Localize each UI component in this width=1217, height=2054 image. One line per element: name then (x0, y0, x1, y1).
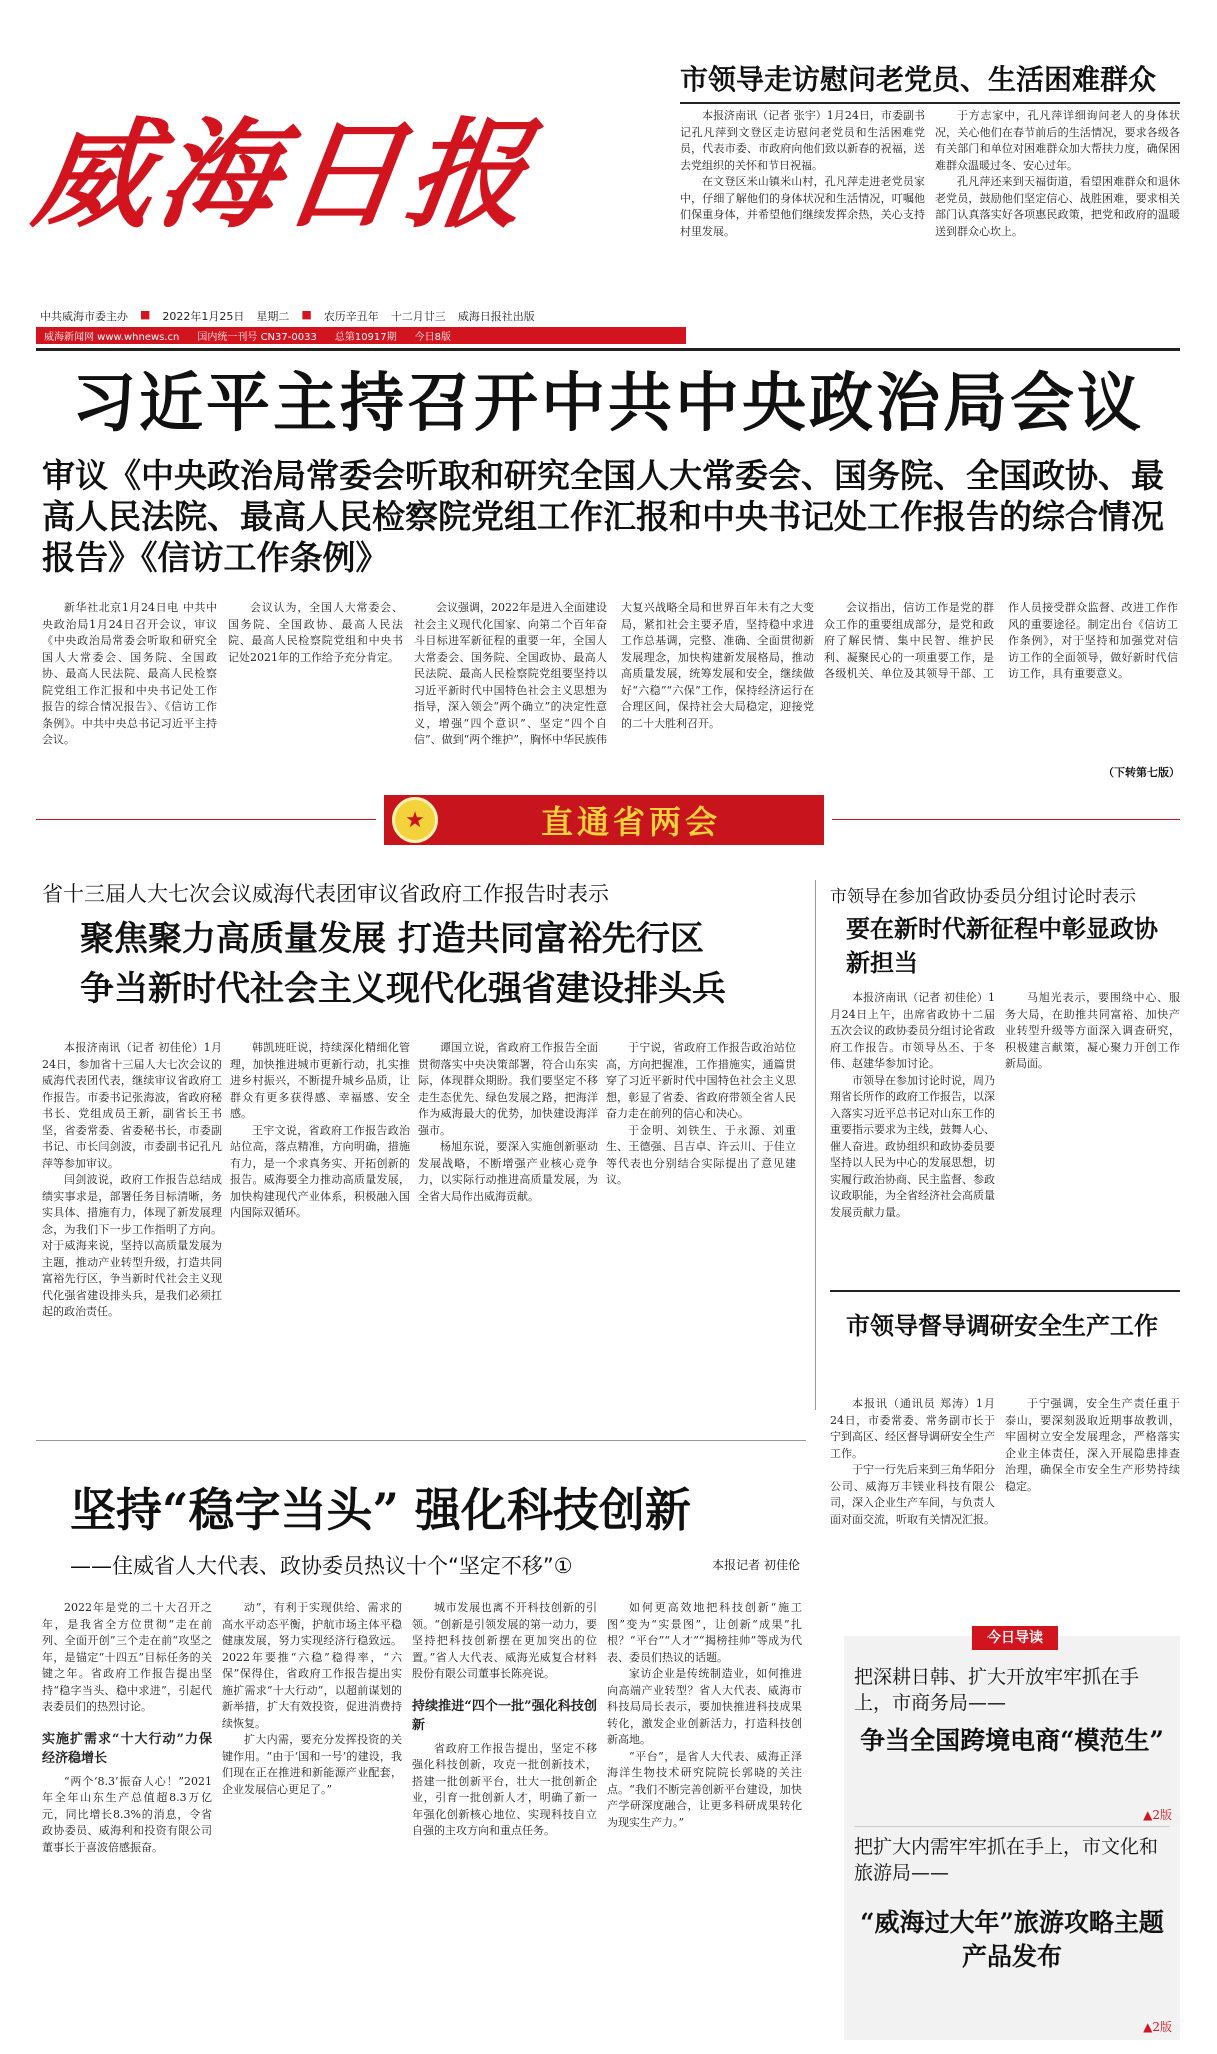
top-story-p4: 孔凡萍还来到天福街道，看望困难群众和退休老党员，鼓励他们坚定信心、战胜困难，要求相关部门认真落实好各项惠民政策，把党和政府的温暖送到群众心坎上。 (935, 175, 1180, 238)
feature-byline: 本报记者 初佳伦 (712, 1558, 800, 1572)
feature-col-4 (607, 1600, 802, 2040)
feature-headline[interactable]: 坚持“稳字当头” 强化科技创新 (70, 1483, 691, 1537)
safety-col-1 (830, 1396, 995, 1616)
safety-p2: 于宁一行先后来到三角华阳分公司、威海万丰镁业科技有限公司，深入企业生产车间，与负责人面对面交流，听取有关情况汇报。 (830, 1463, 995, 1526)
feature-col-1 (42, 1600, 212, 2040)
today-guide-label: 今日导读 (972, 1626, 1058, 1650)
npc-p3b: 杨旭东说，要深入实施创新驱动发展战略，不断增强产业核心竞争力，以实际行动推进高质量发展，为全省大局作出威海贡献。 (418, 1140, 598, 1203)
guide-item1-page[interactable]: ▲2版 (1143, 1808, 1172, 1822)
feature-p1: 2022年是党的二十大召开之年，是我省全方位贯彻“走在前列、全面开创”三个走在前“攻坚之年，是锚定“十四五”目标任务的关键之年。省政府工作报告提出坚持“稳字当头、稳中求进”，引起代表委员们的热烈讨论。 (42, 1601, 212, 1713)
npc-p1b: 闫剑波说，政府工作报告总结成绩实事求是，部署任务目标清晰，务实具体、措施有力，体现了新发展理念，为我们下一步工作指明了方向。对于威海来说，坚持以高质量发展为主题，推动产业转型升级，打造共同富裕先行区，争当新时代社会主义现代化强省建设排头兵，是我们必须扛起的政治责任。 (42, 1173, 222, 1318)
lead-col-4 (824, 600, 1178, 764)
lead-col-3 (414, 600, 814, 780)
top-story-headline[interactable]: 市领导走访慰问老党员、生活困难群众 (680, 63, 1157, 96)
npc-p2b: 王宇文说，省政府工作报告政治站位高，落点精准，方向明确，措施有力，是一个求真务实、开拓创新的报告。威海要全力推动高质量发展，加快构建现代产业体系，积极融入国内国际双循环。 (230, 1123, 410, 1219)
npc-p1: 本报济南讯（记者 初佳伦）1月24日，参加省十三届人大七次会议的威海代表团代表，继续审议省政府工作报告。市委书记张海波，省政府秘书长、党组成员王新，副省长王书坚，省委常委、省委秘书长，市委副书记、市长闫剑波，市委副书记孔凡萍等参加审议。 (42, 1041, 222, 1170)
cppcc-safety-rule (830, 1290, 1180, 1292)
lead-p2: 会议强调，2022年是进入全面建设社会主义现代化国家、向第二个百年奋斗目标进军新征程的重要一年，全国人大常委会、国务院、全国政协、最高人民法院、最高人民检察院党组要坚持以习近平新时代中国特色社会主义思想为指导，深入领会“两个确立”的决定性意义，增强“四个意识”、坚定“四个自信”、做到“两个维护”，胸怀中华民族伟大复兴战略全局和世界百年未有之大变局，紧扣社会主要矛盾，坚持稳中求进工作总基调，完整、准确、全面贯彻新发展理念，加快构建新发展格局，推动高质量发展，统筹发展和安全，继续做好“六稳”“六保”工作，保持经济运行在合理区间，保持社会大局稳定，迎接党的二十大胜利召开。 (414, 601, 814, 746)
guide-item1-kicker: 把深耕日韩、扩大开放牢牢抓在手上，市商务局—— (854, 1666, 1140, 1714)
feature-p4: 如何更高效地把科技创新“施工图”变为“实景图”，让创新“成果”扎根？“平台”“人才”“揭榜挂帅”等成为代表、委员们热议的话题。 (607, 1601, 802, 1664)
safety-p3: 于宁强调，安全生产责任重于泰山，要深刻汲取近期事故教训，牢固树立安全发展理念，严格落实企业主体责任，深入开展隐患排查治理，确保全市安全生产形势持续稳定。 (1005, 1397, 1180, 1493)
banner-rule-left (36, 819, 376, 820)
calendar-icon: ■ (140, 308, 151, 321)
cppcc-kicker: 市领导在参加省政协委员分组讨论时表示 (830, 887, 1136, 907)
feature-p1b: “两个‘8.3’振奋人心！”2021年全年山东生产总值超8.3万亿元，同比增长8.3%的消息，令省政协委员、威海利和投资有限公司董事长于喜波倍感振奋。 (42, 1774, 212, 1854)
guide-item2-kicker: 把扩大内需牢牢抓在手上，市文化和旅游局—— (854, 1836, 1159, 1884)
feature-subhead-2: 实施扩需求“十大行动”力保经济稳增长 (42, 1731, 212, 1766)
publisher: 威海日报社出版 (457, 310, 535, 323)
safety-headline[interactable]: 市领导督导调研安全生产工作 (846, 1311, 1158, 1340)
emblem-icon: ★ (392, 797, 438, 843)
cppcc-col-1 (830, 990, 995, 1270)
cppcc-p3: 马旭光表示，要围绕中心、服务大局，在助推共同富裕、加快产业转型升级等方面深入调查研究，积极建言献策，凝心聚力开创工作新局面。 (1005, 991, 1180, 1070)
date: 2022年1月25日 (162, 310, 245, 323)
lead-col-1 (42, 600, 217, 780)
npc-p4: 于宁说，省政府工作报告政治站位高，方向把握准，工作措施实，通篇贯穿了习近平新时代中国特色社会主义思想，彰显了省委、省政府带领全省人民奋力走在前列的信心和决心。 (606, 1041, 796, 1120)
top-story-col-1 (680, 108, 925, 308)
guide-item2-title[interactable]: “威海过大年”旅游攻略主题产品发布 (860, 1908, 1164, 1971)
feature-p2: 动”，有利于实现供给、需求的高水平动态平衡，护航市场主体平稳健康发展，努力实现经济行稳致远。2022年要推“六稳”稳得率，“六保”保得住，省政府工作报告提出实施扩需求“十大行动”，以超前谋划的新举措，扩大有效投资，促进消费持续恢复。 (222, 1601, 402, 1730)
issue-number: 总第10917期 (334, 332, 397, 343)
npc-col-4 (606, 1040, 796, 1430)
npc-kicker: 省十三届人大七次会议威海代表团审议省政府工作报告时表示 (42, 882, 609, 906)
lead-p1b: 会议认为，全国人大常委会、国务院、全国政协、最高人民法院、最高人民检察院党组和中央书记处2021年的工作给予充分肯定。 (228, 601, 403, 664)
feature-subhead-3: 持续推进“四个一批”强化科技创新 (412, 1698, 597, 1733)
feature-col-2 (222, 1600, 402, 2040)
npc-col-2 (230, 1040, 410, 1430)
masthead-title: 威海日报 (26, 105, 542, 244)
npc-col-3 (418, 1040, 598, 1430)
safety-p1: 本报讯（通讯员 郑涛）1月24日，市委常委、常务副市长于宁到高区、经区督导调研安全生产工作。 (830, 1397, 995, 1460)
lunar-year: 农历辛丑年 (323, 310, 379, 323)
npc-col-1 (42, 1040, 222, 1430)
top-story-rule (680, 102, 1180, 104)
masthead-red-bar (36, 327, 686, 344)
issn: 国内统一刊号 CN37-0033 (197, 332, 317, 343)
lead-headline[interactable]: 习近平主持召开中共中央政治局会议 (72, 366, 1144, 441)
cppcc-p1: 本报济南讯（记者 初佳伦）1月24日上午，出席省政协十二届五次会议的政协委员分组讨论省政府工作报告。市领导丛丕、于冬伟、赵建华参加讨论。 (830, 991, 995, 1070)
top-story-p2: 在文登区米山镇米山村，孔凡萍走进老党员家中，仔细了解他们的身体状况和生活情况，叮嘱他们保重身体，并希望他们继续发挥余热，关心支持村里发展。 (680, 175, 925, 238)
feature-p4c: “平台”，是省人大代表、威海正泽海洋生物技术研究院院长郭晓的关注点。“我们不断完善创新平台建设，加快产学研深度融合，让更多科研成果转化为现实生产力。” (607, 1749, 802, 1829)
sponsor: 中共威海市委主办 (40, 310, 128, 323)
lead-deck: 审议《中央政治局常委会听取和研究全国人大常委会、国务院、全国政协、最高人民法院、最高人民检察院党组工作汇报和中央书记处工作报告的综合情况报告》《信访工作条例》 (42, 456, 1164, 577)
right-column-rule (815, 880, 816, 1410)
masthead-info-line (40, 308, 680, 324)
feature-p2b: 扩大内需，要充分发挥投资的关键作用。“由于‘国和一号’的建设，我们现在正在推进和新能源产业配套，企业发展信心更足了。” (222, 1733, 402, 1796)
feature-subhead: ——住威省人大代表、政协委员热议十个“坚定不移”① (70, 1554, 573, 1578)
top-story-p1: 本报济南讯（记者 张宇）1月24日，市委副书记孔凡萍到文登区走访慰问老党员和生活困难党员，代表市委、市政府向他们致以新春的祝福，送去党组织的关怀和节日祝福。 (680, 109, 925, 172)
feature-col-3 (412, 1600, 597, 2040)
masthead-bottom-rule (36, 348, 1180, 351)
top-story-col-2 (935, 108, 1180, 338)
lunar-icon: ■ (301, 308, 312, 321)
weekday: 星期二 (256, 310, 290, 323)
npc-headline-2[interactable]: 争当新时代社会主义现代化强省建设排头兵 (80, 969, 726, 1009)
cppcc-p2: 市领导在参加讨论时说，周乃翔省长所作的政府工作报告，以深入落实习近平总书记对山东工作的重要指示要求为主线，鼓舞人心、催人奋进。政协组织和政协委员要坚持以人民为中心的发展思想，切实履行政治协商、民主监督、参政议政职能，为全省经济社会高质量发展贡献力量。 (830, 1073, 995, 1219)
feature-p3: 城市发展也离不开科技创新的引领。“创新是引领发展的第一动力，要坚持把科技创新摆在更加突出的位置。”省人大代表、威海光威复合材料股份有限公司董事长陈亮说。 (412, 1601, 597, 1680)
feature-p3b: 省政府工作报告提出，坚定不移强化科技创新，攻克一批创新技术，搭建一批创新平台，壮大一批创新企业，引育一批创新人才，明确了新一年强化创新核心地位、实现科技自立自强的主攻方向和重点任务。 (412, 1741, 597, 1837)
guide-item1-title[interactable]: 争当全国跨境电商“模范生” (860, 1726, 1164, 1755)
cppcc-col-2 (1005, 990, 1180, 1270)
guide-item2-page[interactable]: ▲2版 (1143, 2020, 1172, 2034)
page-count: 今日8版 (414, 332, 452, 343)
npc-p4b: 于金明、刘铁生、于永源、刘重生、王德强、吕吉卓、许云川、于佳立等代表也分别结合实际提出了意见建议。 (606, 1123, 796, 1186)
lead-p1: 新华社北京1月24日电 中共中央政治局1月24日召开会议，审议《中央政治局常委会听取和研究全国人大常委会、国务院、全国政协、最高人民法院、最高人民检察院党组工作汇报和中央书记处工作报告的综合情况报告》、《信访工作条例》。中共中央总书记习近平主持会议。 (42, 601, 217, 746)
website-link[interactable]: 威海新闻网 www.whnews.cn (44, 332, 180, 343)
lead-p3: 会议指出，信访工作是党的群众工作的重要组成部分，是党和政府了解民情、集中民智、维护民利、凝聚民心的一项重要工作，是各级机关、单位及其领导干部、工作人员接受群众监督、改进工作作风的重要途径。制定出台《信访工作条例》，对于坚持和加强党对信访工作的全面领导，做好新时代信访工作，具有重要意义。 (824, 601, 1178, 680)
today-guide-box (844, 1630, 1180, 2040)
top-story-p3: 于方志家中，孔凡萍详细询问老人的身体状况，关心他们在春节前后的生活情况，要求各级各有关部门和单位对困难群众加大帮扶力度，确保困难群众温暖过冬、安心过年。 (935, 109, 1180, 172)
feature-top-rule (36, 1440, 806, 1441)
npc-headline-1[interactable]: 聚焦聚力高质量发展 打造共同富裕先行区 (80, 919, 704, 959)
lead-col-2 (228, 600, 403, 780)
npc-p2: 韩凯班旺说，持续深化精细化管理，加快推进城市更新行动，扎实推进乡村振兴，不断提升城乡品质，让群众有更多获得感、幸福感、安全感。 (230, 1041, 410, 1120)
banner (384, 795, 824, 845)
safety-col-2 (1005, 1396, 1180, 1616)
npc-p3: 谭国立说，省政府工作报告全面贯彻落实中央决策部署，符合山东实际，体现群众期盼。我们要坚定不移走生态优先、绿色发展之路，把海洋作为威海最大的优势，加快建设海洋强市。 (418, 1041, 598, 1137)
lead-jump[interactable]: （下转第七版） (1103, 766, 1180, 779)
banner-rule-right (832, 819, 1180, 820)
cppcc-headline[interactable]: 要在新时代新征程中彰显政协新担当 (846, 914, 1158, 977)
feature-p4b: 家访企业是传统制造业，如何推进向高端产业转型？省人大代表、威海市科技局局长表示，要加快推进科技成果转化，激发企业创新活力，打造科技创新高地。 (607, 1667, 802, 1746)
lunar-day: 十二月廿三 (390, 310, 446, 323)
guide-divider (854, 1826, 1170, 1827)
banner-text: 直通省两会 (540, 803, 721, 841)
